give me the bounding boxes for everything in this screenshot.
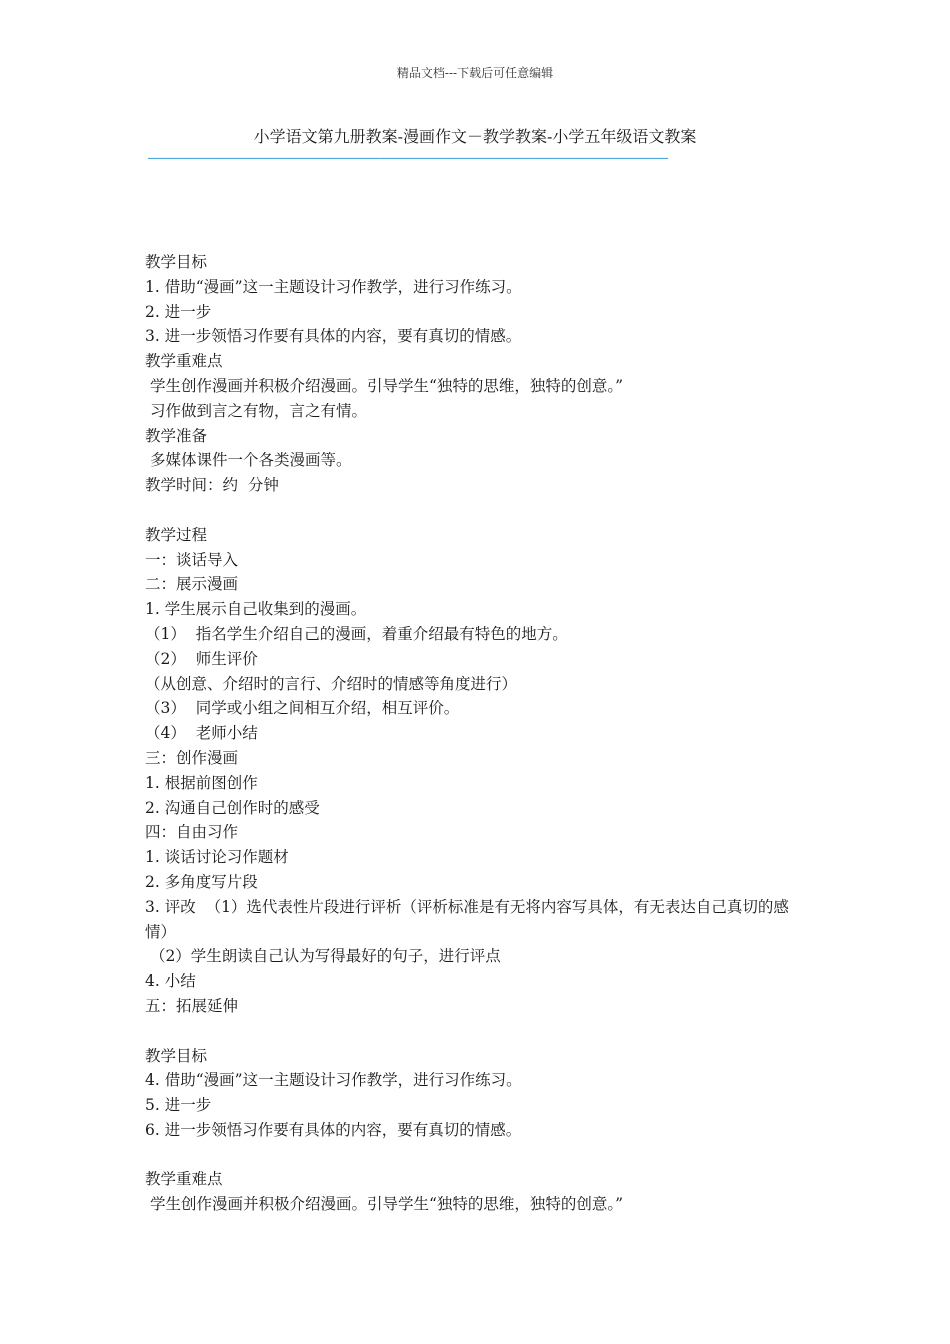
- body-line: 2. 进一步: [145, 302, 212, 321]
- body-line: 教学时间：约 分钟: [145, 476, 279, 495]
- body-line: 教学目标: [145, 1046, 208, 1065]
- body-line: 学生创作漫画并积极介绍漫画。引导学生“独特的思维，独特的创意。”: [145, 376, 624, 395]
- body-line: 1. 学生展示自己收集到的漫画。: [145, 600, 367, 619]
- body-line: 3. 评改 （1）选代表性片段进行评析（评析标准是有无将内容写具体，有无表达自己真切的感情）: [145, 897, 789, 941]
- document-body: [145, 250, 810, 1217]
- body-line: （从创意、介绍时的言行、介绍时的情感等角度进行）: [145, 674, 518, 693]
- body-line: 6. 进一步领悟习作要有具体的内容，要有真切的情感。: [145, 1120, 522, 1139]
- body-line: （2）学生朗读自己认为写得最好的句子，进行评点: [145, 947, 501, 966]
- body-line: 学生创作漫画并积极介绍漫画。引导学生“独特的思维，独特的创意。”: [145, 1195, 624, 1214]
- body-line: 4. 小结: [145, 972, 196, 991]
- body-line: 1. 根据前图创作: [145, 773, 258, 792]
- body-line: 五：拓展延伸: [145, 996, 239, 1015]
- body-line: 教学准备: [145, 426, 208, 445]
- body-line: 教学重难点: [145, 352, 223, 371]
- body-line: 4. 借助“漫画”这一主题设计习作教学，进行习作练习。: [145, 1071, 522, 1090]
- page-header: 精品文档---下载后可任意编辑: [396, 66, 554, 80]
- blank-line: [145, 498, 810, 523]
- blank-line: [145, 1143, 810, 1168]
- body-line: 一：谈话导入: [145, 550, 239, 569]
- body-line: （3） 同学或小组之间相互介绍，相互评价。: [145, 699, 460, 718]
- body-line: 2. 多角度写片段: [145, 872, 258, 891]
- body-line: 多媒体课件一个各类漫画等。: [145, 451, 352, 470]
- title-divider: ——————————————————————————————————————————————————————: [148, 148, 669, 167]
- body-line: 二：展示漫画: [145, 575, 239, 594]
- body-line: （2） 师生评价: [145, 649, 258, 668]
- body-line: 四：自由习作: [145, 823, 239, 842]
- body-line: 2. 沟通自己创作时的感受: [145, 798, 320, 817]
- body-line: 教学目标: [145, 253, 208, 271]
- body-line: 教学过程: [145, 525, 208, 544]
- body-line: 三：创作漫画: [145, 748, 239, 767]
- document-title: 小学语文第九册教案-漫画作文－教学教案-小学五年级语文教案: [253, 127, 697, 146]
- body-line: 3. 进一步领悟习作要有具体的内容，要有真切的情感。: [145, 327, 522, 346]
- body-line: 1. 借助“漫画”这一主题设计习作教学，进行习作练习。: [145, 277, 522, 296]
- body-line: 习作做到言之有物，言之有情。: [145, 401, 367, 420]
- body-line: 1. 谈话讨论习作题材: [145, 848, 289, 867]
- body-line: 5. 进一步: [145, 1096, 212, 1115]
- body-line: （4） 老师小结: [145, 724, 258, 743]
- body-line: （1） 指名学生介绍自己的漫画，着重介绍最有特色的地方。: [145, 624, 568, 643]
- body-line: 教学重难点: [145, 1170, 223, 1189]
- blank-line: [145, 1019, 810, 1044]
